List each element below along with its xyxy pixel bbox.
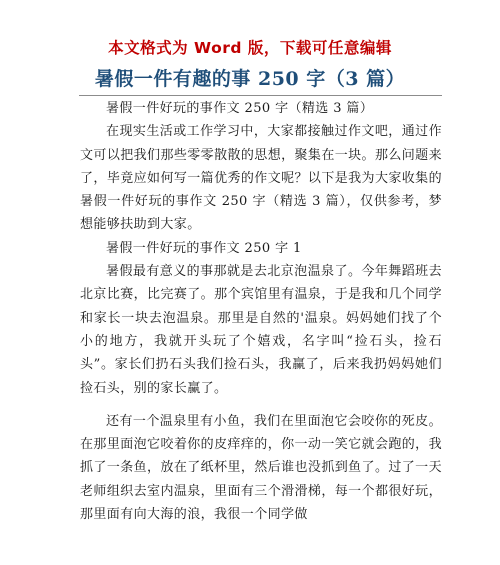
format-banner: 本文格式为 Word 版，下载可任意编辑 — [108, 39, 392, 57]
body-paragraph: 还有一个温泉里有小鱼，我们在里面泡它会咬你的死皮。在那里面泡它咬着你的皮痒痒的，你一动一笑它就会跑的，我抓了一条鱼，放在了纸杯里，然后谁也没抓到鱼了。过了一天老师组织去室内温泉，里面有三个滑滑梯，每一个都很好玩，那里面有向大海的浪，我很一个同学做 — [80, 413, 442, 523]
body-paragraph: 暑假最有意义的事那就是去北京泡温泉了。今年舞蹈班去北京比赛，比完赛了。那个宾馆里有温泉，于是我和几个同学和家长一块去泡温泉。那里是自然的'温泉。妈妈她们找了个小的地方，我就开头玩了个嬉戏，名字叫“捡石头，捡石头”。家长们扔石头我们捡石头，我赢了，后来我扔妈妈她们捡石头，别的家长赢了。 — [80, 264, 442, 396]
intro-paragraph: 在现实生活或工作学习中，大家都接触过作文吧，通过作文可以把我们那些零零散散的思想，聚集在一块。那么问题来了，毕竟应如何写一篇优秀的作文呢？以下是我为大家收集的暑假一件好玩的事作文 250 字（精选 3 篇），仅供参考，梦想能够扶助到大家。 — [80, 124, 442, 233]
section-heading: 暑假一件好玩的事作文 250 字 1 — [106, 240, 302, 256]
document-title: 暑假一件有趣的事 250 字（3 篇） — [94, 68, 406, 90]
subtitle-paragraph: 暑假一件好玩的事作文 250 字（精选 3 篇） — [106, 101, 374, 116]
document-body — [80, 97, 442, 526]
title-divider — [79, 95, 442, 96]
